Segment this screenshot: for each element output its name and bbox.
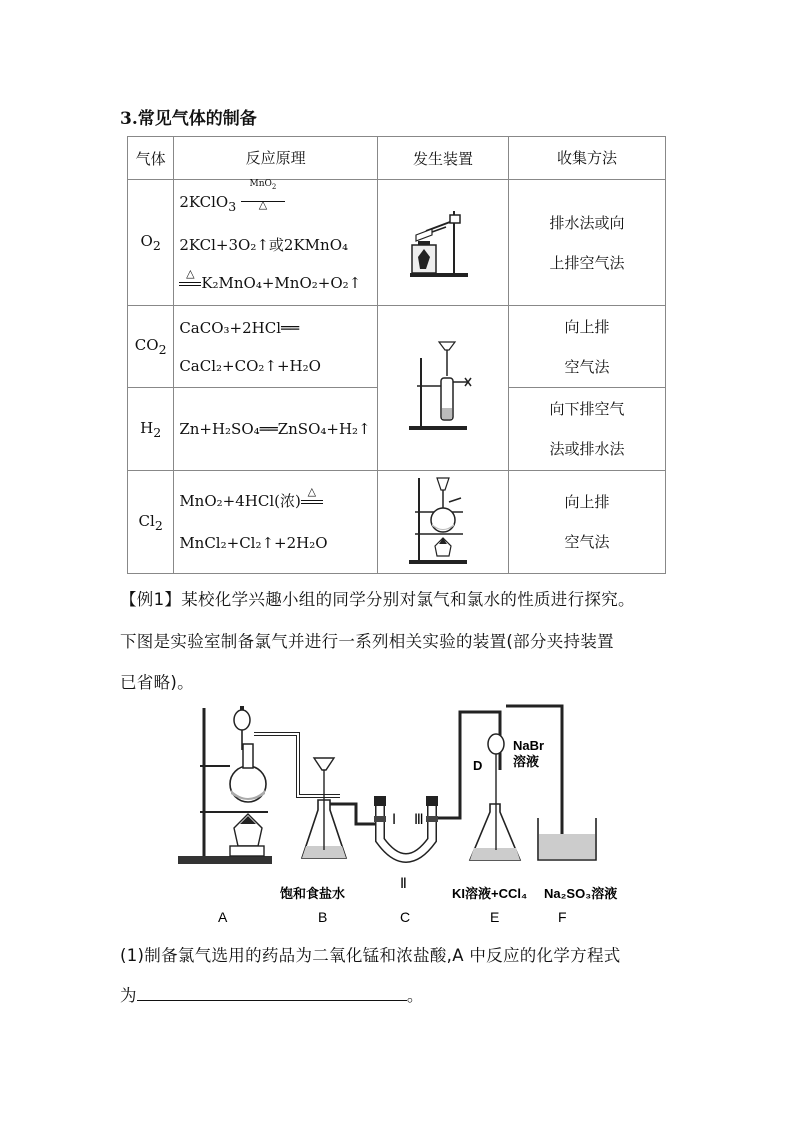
- collection-text: 上排空气法: [549, 253, 625, 272]
- question-line: [120, 982, 424, 1006]
- equation-bar: [301, 500, 323, 501]
- label-d: D: [473, 758, 483, 773]
- equation-line: CaCl₂+CO₂↑+H₂O: [179, 356, 321, 375]
- collection-text: 空气法: [564, 533, 610, 551]
- collection-text: 向上排: [564, 317, 610, 336]
- apparatus-c: [374, 712, 500, 891]
- principle-cell: [174, 306, 378, 388]
- principle-cell: [174, 388, 378, 471]
- table-row-co2: [128, 306, 666, 388]
- apparatus-cell: [377, 180, 508, 306]
- example-line: 下图是实验室制备氯气并进行一系列相关实验的装置(部分夹持装置: [120, 632, 614, 651]
- principle-cell: [174, 180, 378, 306]
- gas-cell: [128, 306, 174, 388]
- equation-line: MnCl₂+Cl₂↑+2H₂O: [179, 534, 328, 552]
- solid-heating-apparatus-icon: [398, 201, 488, 281]
- caption-b: 饱和食盐水: [280, 886, 346, 901]
- solid-liquid-heating-apparatus-icon: [403, 472, 483, 568]
- equation-bar: [179, 285, 201, 286]
- label-nabr: NaBr: [513, 738, 545, 753]
- question-text: 。: [406, 986, 424, 1005]
- reaction-condition: [301, 485, 323, 506]
- equation-bar: [179, 282, 201, 283]
- gas-subscript: 2: [154, 517, 163, 533]
- label-nabr-solution: 溶液: [513, 754, 540, 769]
- apparatus-cell: [377, 306, 508, 471]
- equation-bar: [301, 503, 323, 504]
- table-row-o2: [128, 180, 666, 306]
- collection-text: 法或排水法: [549, 440, 625, 458]
- principle-cell: [174, 471, 378, 574]
- label-c: C: [400, 909, 411, 925]
- gas-subscript: 2: [153, 424, 162, 440]
- gas-name: CO: [134, 336, 159, 354]
- label-ii: Ⅱ: [400, 875, 407, 891]
- equation-line: Zn+H₂SO₄══ZnSO₄+H₂↑: [179, 420, 371, 438]
- table-header-row: [128, 137, 666, 180]
- catalyst-label: MnO$_2$: [249, 179, 277, 191]
- equation-text: MnO₂+4HCl(浓): [179, 492, 301, 510]
- equation-line: [179, 264, 377, 302]
- heat-symbol: △: [258, 198, 268, 211]
- gas-name: H: [140, 418, 154, 437]
- chlorine-experiment-figure: [170, 700, 640, 930]
- collection-cell: [508, 388, 665, 471]
- header-collection: 收集方法: [508, 137, 665, 180]
- collection-cell: [508, 471, 665, 574]
- apparatus-cell: [377, 471, 508, 574]
- reaction-condition: [179, 267, 201, 288]
- collection-text: 向上排: [564, 493, 610, 511]
- label-iii: Ⅲ: [414, 811, 424, 827]
- answer-blank[interactable]: [137, 984, 407, 1001]
- caption-f: Na₂SO₃溶液: [544, 886, 618, 901]
- gas-name: Cl: [138, 511, 155, 530]
- gas-subscript: 2: [158, 342, 167, 357]
- gas-preparation-table: [127, 136, 666, 574]
- gas-subscript: 2: [152, 238, 161, 253]
- equation-subscript: 3: [228, 199, 237, 214]
- gas-cell: [128, 180, 174, 306]
- collection-text: 向下排空气: [549, 400, 625, 418]
- caption-e: KI溶液+CCl₄: [452, 886, 528, 901]
- header-gas: 气体: [128, 137, 174, 180]
- collection-cell: [508, 306, 665, 388]
- solid-liquid-apparatus-icon: [403, 338, 483, 434]
- label-a: A: [218, 909, 228, 925]
- equation-line: [179, 179, 377, 226]
- gas-cell: [128, 471, 174, 574]
- equation-text: 2KClO: [179, 193, 229, 211]
- example-line: 已省略)。: [120, 673, 194, 692]
- label-i: Ⅰ: [392, 811, 397, 827]
- section-title: 3.常见气体的制备: [120, 109, 257, 129]
- gas-cell: [128, 388, 174, 471]
- header-principle: 反应原理: [174, 137, 378, 180]
- reaction-condition: [241, 179, 285, 211]
- heat-symbol: △: [186, 267, 195, 280]
- example-line: 【例1】某校化学兴趣小组的同学分别对氯气和氯水的性质进行探究。: [120, 590, 635, 609]
- question-text: 为: [120, 986, 137, 1005]
- equation-line: CaCO₃+2HCl══: [179, 318, 300, 337]
- question-line: (1)制备氯气选用的药品为二氧化锰和浓盐酸,A 中反应的化学方程式: [120, 946, 621, 965]
- label-e: E: [490, 909, 500, 925]
- collection-cell: [508, 180, 665, 306]
- collection-text: 排水法或向: [549, 213, 625, 232]
- label-f: F: [558, 909, 567, 925]
- label-b: B: [318, 909, 328, 925]
- header-apparatus: 发生装置: [377, 137, 508, 180]
- collection-text: 空气法: [564, 357, 610, 376]
- gas-name: O: [140, 232, 153, 250]
- equation-line: [179, 480, 377, 522]
- equation-text: K₂MnO₄+MnO₂+O₂↑: [201, 274, 362, 292]
- heat-symbol: △: [307, 485, 317, 498]
- apparatus-b: [302, 758, 376, 858]
- apparatus-f: [538, 818, 596, 860]
- equation-line: 2KCl+3O₂↑或2KMnO₄: [179, 236, 349, 254]
- table-row-cl2: [128, 471, 666, 574]
